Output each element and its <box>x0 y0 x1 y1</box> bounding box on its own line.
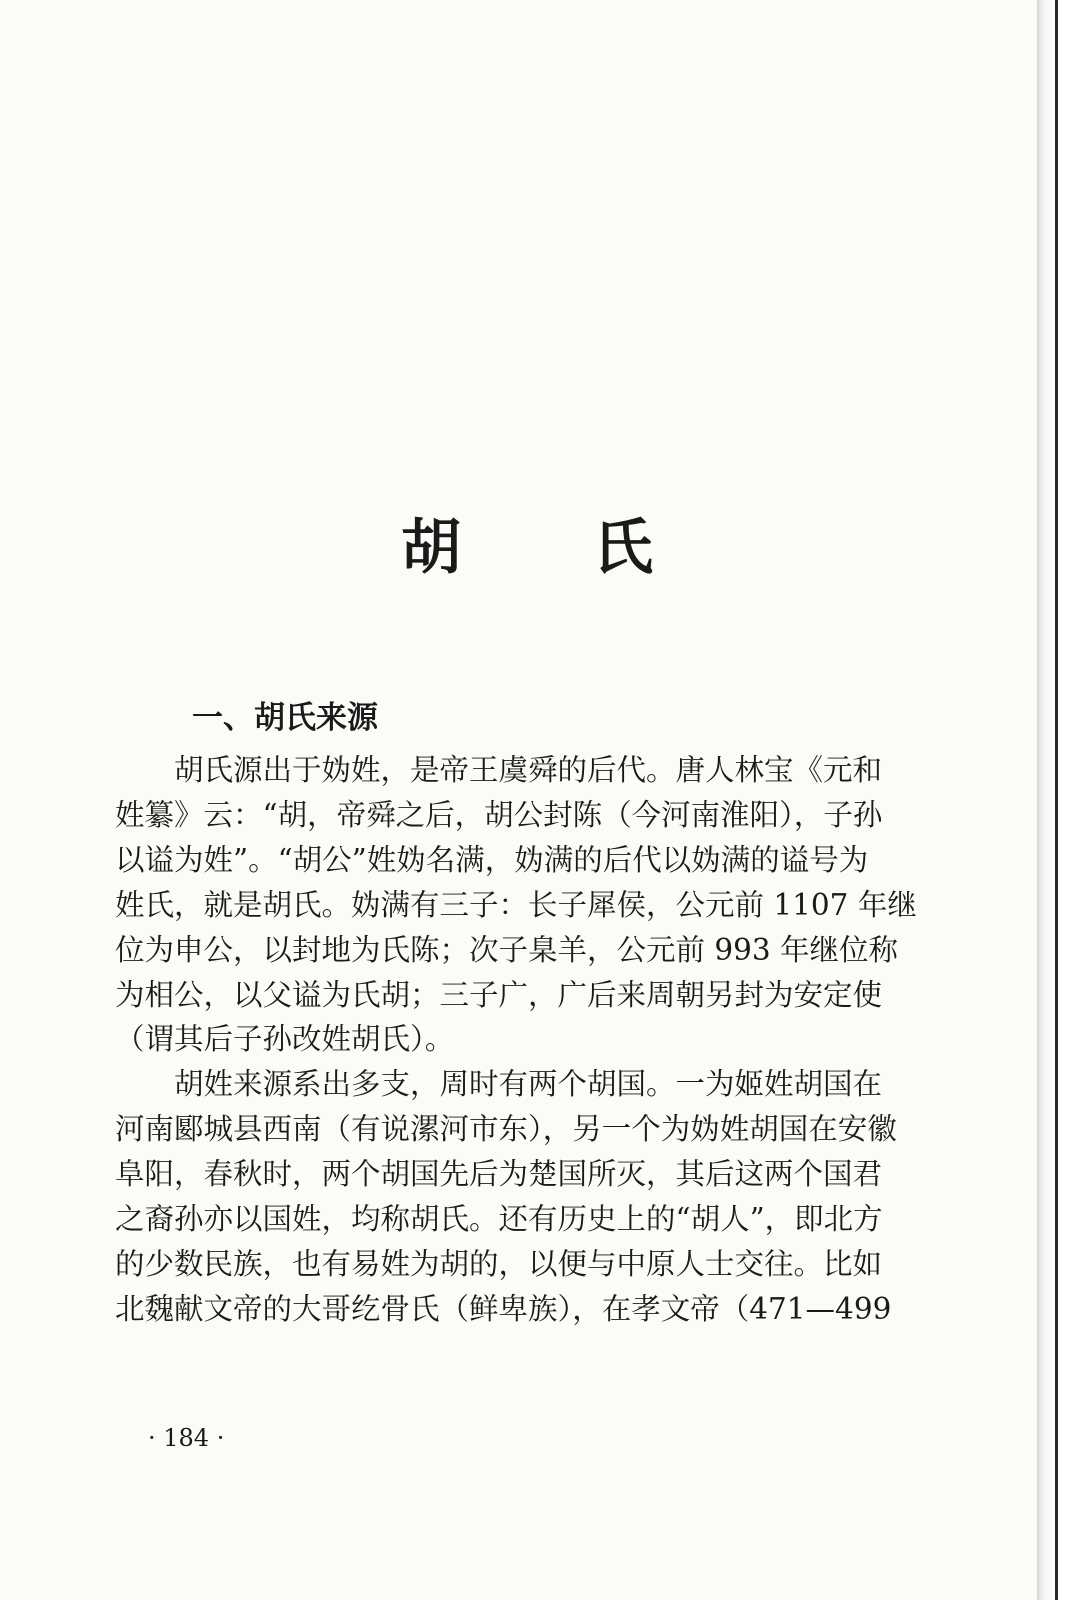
text-line: 河南郾城县西南（有说漯河市东），另一个为妫姓胡国在安徽 <box>115 1112 897 1147</box>
text-line: 以谥为姓”。“胡公”姓妫名满，妫满的后代以妫满的谥号为 <box>115 842 869 877</box>
text-line: （谓其后子孙改姓胡氏）。 <box>115 1022 455 1057</box>
chapter-title: 胡 氏 <box>401 513 657 583</box>
page-number: · 184 · <box>148 1424 225 1452</box>
text-line: 北魏献文帝的大哥纥骨氏（鲜卑族），在孝文帝（471—499 <box>115 1291 892 1326</box>
text-line: 胡姓来源系出多支，周时有两个胡国。一为姬姓胡国在 <box>174 1067 883 1102</box>
text-line: 姓氏，就是胡氏。妫满有三子：长子犀侯，公元前 1107 年继 <box>115 887 917 922</box>
text-line: 胡氏源出于妫姓，是帝王虞舜的后代。唐人林宝《元和 <box>174 753 883 787</box>
paragraph-2 <box>115 1062 940 1331</box>
body-text <box>115 748 940 1332</box>
text-line: 阜阳，春秋时，两个胡国先后为楚国所灭，其后这两个国君 <box>115 1157 883 1192</box>
page-edge-shadow <box>1037 0 1055 1600</box>
section-heading: 一、胡氏来源 <box>192 700 378 736</box>
text-line: 的少数民族，也有易姓为胡的，以便与中原人士交往。比如 <box>115 1246 883 1281</box>
paragraph-1 <box>115 748 940 1062</box>
text-line: 为相公，以父谥为氏胡；三子广，广后来周朝另封为安定使 <box>115 977 883 1012</box>
text-line: 姓纂》云：“胡，帝舜之后，胡公封陈（今河南淮阳），子孙 <box>115 797 883 832</box>
text-line: 位为申公，以封地为氏陈；次子臬羊，公元前 993 年继位称 <box>115 932 899 967</box>
text-line: 之裔孙亦以国姓，均称胡氏。还有历史上的“胡人”，即北方 <box>115 1202 883 1237</box>
